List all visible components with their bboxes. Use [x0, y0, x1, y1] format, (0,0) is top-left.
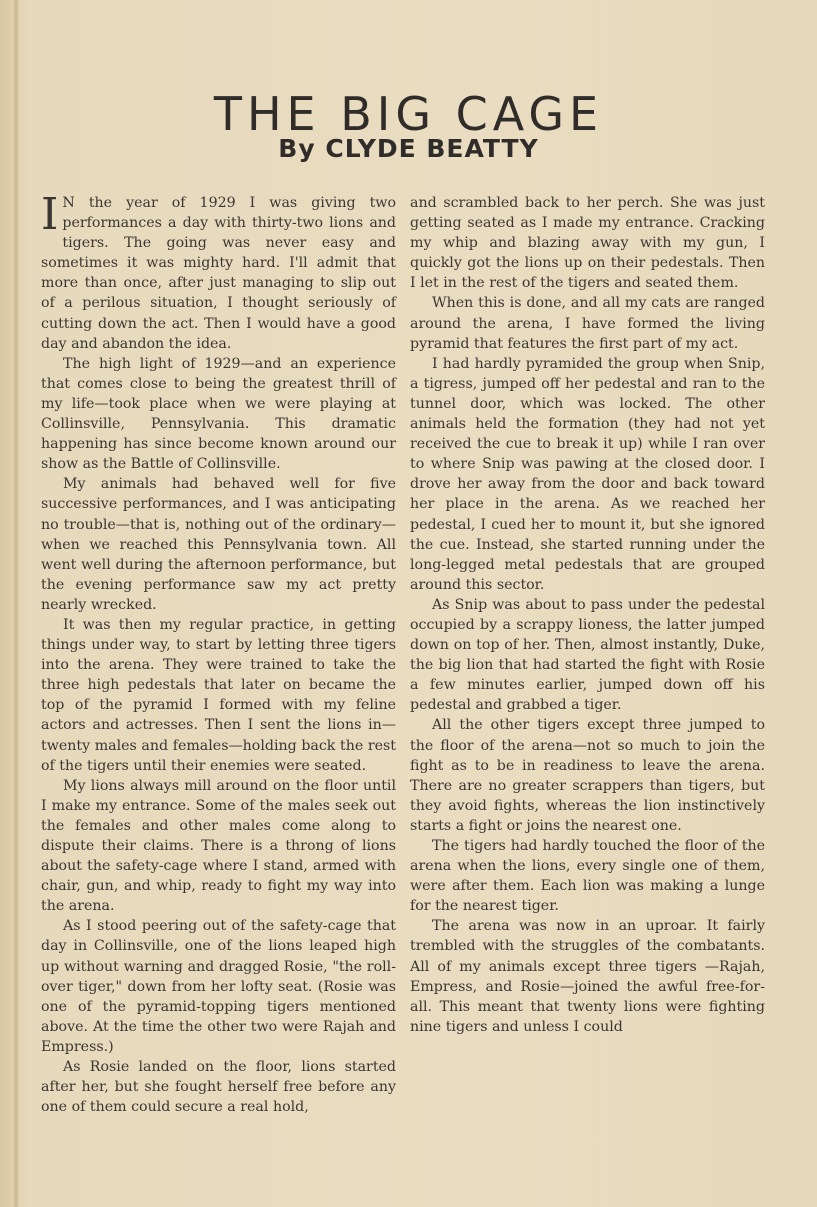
paragraph-1 [41, 189, 396, 354]
right-column [410, 193, 765, 1037]
paragraph-6: As I stood peering out of the safety-cage that day in Collinsville, one of the lions leaped high up without warning and dragged Rosie, "the roll-over tiger," down from her lofty seat. (Rosie was one of the pyramid-topping tigers mentioned above. At the time the other two were Rajah and Empress.) [41, 918, 396, 1055]
article-byline: By CLYDE BEATTY [278, 134, 539, 163]
paragraph-12: All the other tigers except three jumped to the floor of the arena—not so much to join the fight as to be in readiness to leave the arena. There are no greater scrappers than tigers, but they avoid fights, whereas the lion instinctively starts a fight or joins the nearest one. [410, 717, 765, 834]
drop-cap: I [41, 189, 59, 240]
paragraph-10: I had hardly pyramided the group when Snip, a tigress, jumped off her pedestal and ran to the tunnel door, which was locked. The other animals held the formation (they had not yet received the cue to break it up) while I ran over to where Snip was pawing at the closed door. I drove her away from the door and back toward her place in the arena. As we reached her pedestal, I cued her to mount it, but she ignored the cue. Instead, she started running under the long-legged metal pedestals that are grouped around this sector. [410, 355, 765, 593]
paragraph-14: The arena was now in an uproar. It fairly trembled with the struggles of the combatants. All of my animals except three tigers —Rajah, Empress, and Rosie—joined the awful free-for-all. This meant that twenty lions were fighting nine tigers and unless I could [410, 918, 765, 1035]
paragraph-2: The high light of 1929—and an experience that comes close to being the greatest thrill of my life—took place when we were playing at Collinsville, Pennsylvania. This dramatic happening has since become known around our show as the Battle of Collinsville. [41, 355, 396, 473]
paragraph-7: As Rosie landed on the floor, lions started after her, but she fought herself free before any one of them could secure a real hold, [41, 1059, 396, 1116]
page-spine-edge [14, 0, 18, 1207]
paragraph-4: It was then my regular practice, in getting things under way, to start by letting three tigers into the arena. They were trained to take the three high pedestals that later on became the top of the pyramid I formed with my feline actors and actresses. Then I sent the lions in—twenty males and females—holding back the rest of the tigers until their enemies were seated. [41, 616, 396, 774]
paragraph-1-text: N the year of 1929 I was giving two performances a day with thirty-two lions and tigers. The going was never easy and sometimes it was mighty hard. I'll admit that more than once, after just managing to slip out of a perilous situation, I thought seriously of cutting down the act. Then I would have a good day and abandon the idea. [41, 195, 396, 352]
paragraph-8: and scrambled back to her perch. She was just getting seated as I made my entrance. Cracking my whip and blazing away with my gun, I quickly got the lions up on their pedestals. Then I let in the rest of the tigers and seated them. [410, 195, 765, 292]
article-title: THE BIG CAGE [213, 86, 604, 141]
paragraph-13: The tigers had hardly touched the floor of the arena when the lions, every single one of them, were after them. Each lion was making a lunge for the nearest tiger. [410, 838, 765, 915]
paragraph-11: As Snip was about to pass under the pedestal occupied by a scrappy lioness, the latter jumped down on top of her. Then, almost instantly, Duke, the big lion that had started the fight with Rosie a few minutes earlier, jumped down off his pedestal and grabbed a tiger. [410, 596, 765, 714]
paragraph-9: When this is done, and all my cats are ranged around the arena, I have formed the living pyramid that features the first part of my act. [410, 295, 765, 352]
left-column [41, 189, 396, 1117]
paragraph-5: My lions always mill around on the floor until I make my entrance. Some of the males seek out the females and other males come along to dispute their claims. There is a throng of lions about the safety-cage where I stand, armed with chair, gun, and whip, ready to fight my way into the arena. [41, 777, 396, 915]
paragraph-3: My animals had behaved well for five successive performances, and I was anticipating no trouble—that is, nothing out of the ordinary—when we reached this Pennsylvania town. All went well during the afternoon performance, but the evening performance saw my act pretty nearly wrecked. [41, 476, 396, 613]
